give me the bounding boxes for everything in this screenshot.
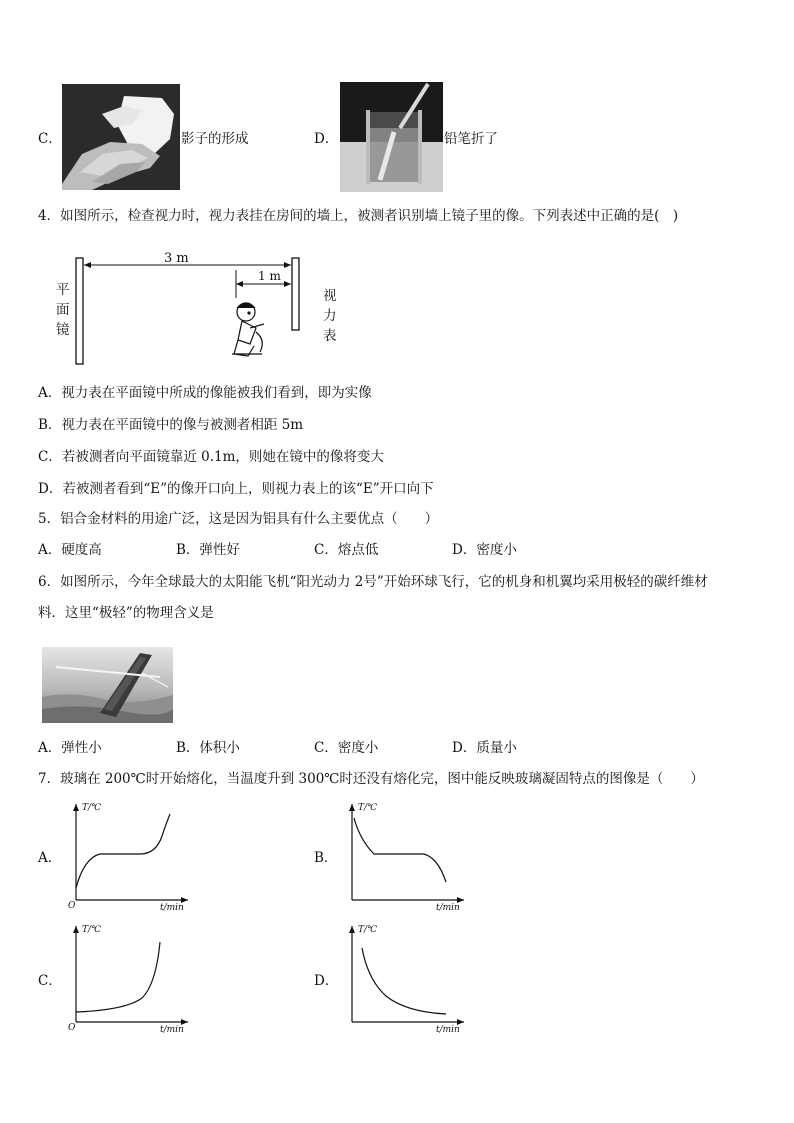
q6-stem-line2: 料．这里“极轻”的物理含义是 bbox=[38, 605, 214, 621]
q6-option-a: A．弹性小 bbox=[38, 740, 102, 756]
q7-graph-c bbox=[66, 918, 196, 1038]
graph-c-y-label: T/℃ bbox=[82, 925, 102, 935]
q4-option-a: A．视力表在平面镜中所成的像能被我们看到，即为实像 bbox=[38, 385, 372, 401]
graph-c-origin: O bbox=[68, 1023, 76, 1033]
q7-graph-a bbox=[66, 796, 196, 916]
graph-b-x-label: t/min bbox=[436, 903, 460, 913]
graph-a-origin: O bbox=[68, 901, 76, 911]
q4-stem: 4．如图所示，检查视力时，视力表挂在房间的墙上，被测者识别墙上镜子里的像。下列表述中正确的是( ) bbox=[38, 208, 679, 224]
mirror-label-1: 平 bbox=[56, 282, 70, 298]
graph-b-y-label: T/℃ bbox=[358, 803, 378, 813]
graph-b-curve bbox=[354, 818, 446, 882]
q6-option-d: D．质量小 bbox=[452, 740, 517, 756]
distance-3m-label: 3 m bbox=[164, 251, 189, 266]
plane-mirror bbox=[76, 258, 83, 364]
q4-option-d: D．若被测者看到“E”的像开口向上，则视力表上的该“E”开口向下 bbox=[38, 481, 434, 497]
solar-plane-photo bbox=[42, 647, 173, 723]
q3-option-d-text: 铅笔折了 bbox=[444, 131, 498, 147]
q3-option-d-letter: D． bbox=[314, 131, 339, 147]
mirror-label-2: 面 bbox=[56, 302, 70, 318]
chart-label-3: 表 bbox=[323, 328, 337, 344]
graph-a-y-label: T/℃ bbox=[82, 803, 102, 813]
graph-a-curve bbox=[76, 814, 170, 888]
q5-option-d: D．密度小 bbox=[452, 542, 517, 558]
q7-graph-d bbox=[342, 918, 472, 1038]
graph-d-curve bbox=[362, 948, 446, 1014]
q7-option-c-letter: C． bbox=[38, 973, 62, 989]
q7-option-b-letter: B． bbox=[314, 850, 338, 866]
vision-chart bbox=[292, 258, 299, 330]
solar-plane-illustration bbox=[42, 647, 173, 723]
graph-c-x-label: t/min bbox=[160, 1025, 184, 1035]
q7-option-d-letter: D． bbox=[314, 973, 339, 989]
distance-1m-label: 1 m bbox=[258, 269, 281, 283]
graph-d-x-label: t/min bbox=[436, 1025, 460, 1035]
q5-stem: 5．铝合金材料的用途广泛，这是因为铝具有什么主要优点（ ） bbox=[38, 511, 439, 527]
q5-option-b: B．弹性好 bbox=[176, 542, 240, 558]
q7-graph-b bbox=[342, 796, 472, 916]
graph-d-y-label: T/℃ bbox=[358, 925, 378, 935]
chart-label-2: 力 bbox=[323, 308, 337, 324]
q6-option-b: B．体积小 bbox=[176, 740, 240, 756]
chart-label-1: 视 bbox=[323, 288, 337, 304]
pencil-in-water-illustration bbox=[340, 82, 443, 192]
q5-option-c: C．熔点低 bbox=[314, 542, 379, 558]
q4-option-b: B．视力表在平面镜中的像与被测者相距 5m bbox=[38, 417, 304, 433]
q3-option-c-text: 影子的形成 bbox=[181, 131, 249, 147]
q7-stem: 7．玻璃在 200℃时开始熔化，当温度升到 300℃时还没有熔化完，图中能反映玻璃凝固特点的图像是（ ） bbox=[38, 771, 704, 787]
q6-stem-line1: 6．如图所示，今年全球最大的太阳能飞机“阳光动力 2号”开始环球飞行，它的机身和机翼均采用极轻的碳纤维材 bbox=[38, 574, 708, 590]
q7-option-a-letter: A． bbox=[38, 850, 62, 866]
graph-a-x-label: t/min bbox=[160, 903, 184, 913]
mirror-label-3: 镜 bbox=[56, 322, 70, 338]
q4-vision-test-diagram bbox=[50, 248, 350, 368]
pencil-in-water-photo bbox=[340, 82, 443, 192]
shadow-hands-illustration bbox=[62, 84, 180, 190]
q4-option-c: C．若被测者向平面镜靠近 0.1m，则她在镜中的像将变大 bbox=[38, 449, 384, 465]
q3-option-c-letter: C． bbox=[38, 131, 62, 147]
q5-option-a: A．硬度高 bbox=[38, 542, 102, 558]
shadow-hands-photo bbox=[62, 84, 180, 190]
test-subject-person-icon bbox=[232, 303, 264, 356]
q6-option-c: C．密度小 bbox=[314, 740, 379, 756]
graph-c-curve bbox=[76, 942, 160, 1012]
